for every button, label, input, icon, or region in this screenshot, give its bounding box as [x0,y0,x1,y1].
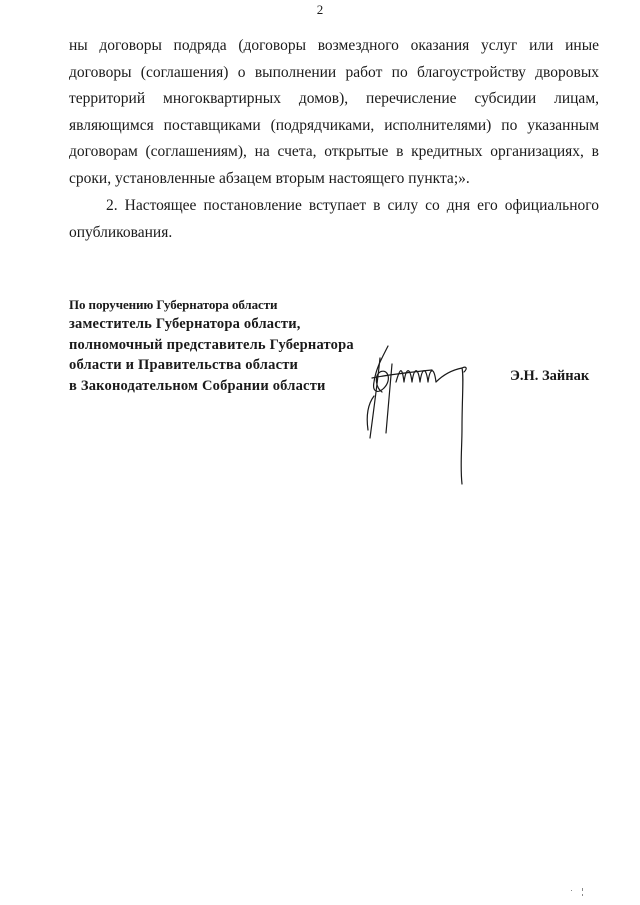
position-line-1: заместитель Губернатора области, [69,316,301,332]
scan-marks [568,884,598,904]
signature-block [69,296,354,396]
body-paragraph-2: 2. Настоящее постановление вступает в силу со дня его официального опубликования. [69,197,599,241]
position-line-3: области и Правительства области [69,357,299,373]
position-line-4: в Законодательном Собрании области [69,377,326,394]
body-paragraph-1: ны договоры подряда (договоры возмездного оказания услуг или иные договоры (соглашения) о выполнении работ по благоустройству дворовых территорий многоквартирных домов), перечисление субсидии лицам, являющимся поставщиками (подрядчиками, исполнителями) по указанным договорам (соглашениям), на счета, открытые в кредитных организациях, в сроки, установленные абзацем вторым настоящего пункта;». [69,37,599,187]
position-line-2: полномочный представитель Губернатора [69,336,354,353]
handwritten-signature [352,338,482,488]
on-behalf-line: По поручению Губернатора области [69,297,278,312]
page-number: 2 [316,2,324,17]
signer-name: Э.Н. Зайнак [510,368,590,384]
